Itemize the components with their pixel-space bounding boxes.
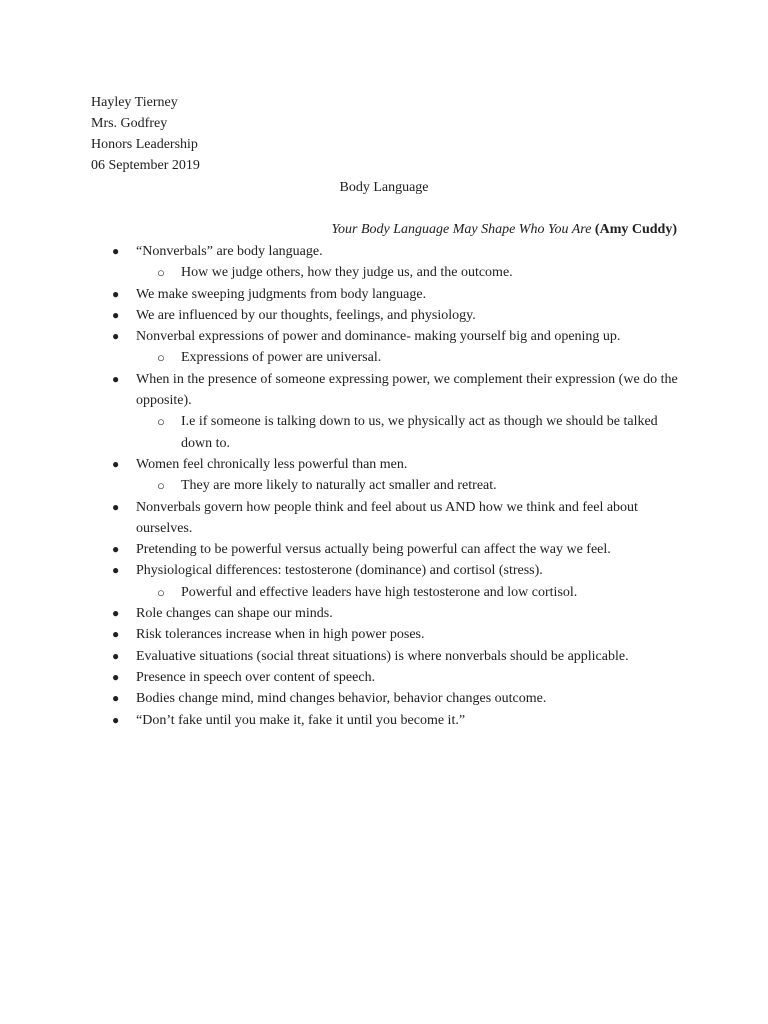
document-header <box>91 92 200 176</box>
list-item-text: Women feel chronically less powerful than men. <box>136 456 408 472</box>
notes-list <box>0 241 768 731</box>
bullet-icon: ● <box>112 691 120 706</box>
course-name: Honors Leadership <box>91 137 198 152</box>
list-item-text: Nonverbal expressions of power and dominance- making yourself big and opening up. <box>136 329 621 345</box>
hollow-bullet-icon: ○ <box>157 350 165 366</box>
list-item <box>0 497 680 540</box>
list-item-text: Risk tolerances increase when in high power poses. <box>136 627 425 643</box>
hollow-bullet-icon: ○ <box>157 265 165 281</box>
list-item <box>0 710 680 731</box>
page-title: Body Language <box>339 180 429 195</box>
bullet-icon: ● <box>112 648 120 663</box>
bullet-icon: ● <box>112 371 120 386</box>
list-item <box>0 688 680 709</box>
list-item-text: Evaluative situations (social threat situations) is where nonverbals should be applicable. <box>136 648 629 664</box>
list-item-text: “Nonverbals” are body language. <box>136 244 323 259</box>
sub-list-item <box>0 347 659 368</box>
list-item <box>0 624 680 645</box>
bullet-icon: ● <box>112 286 120 301</box>
list-item <box>0 241 680 262</box>
list-item-text: Role changes can shape our minds. <box>136 606 333 622</box>
bullet-icon: ● <box>112 627 120 642</box>
list-item <box>0 539 680 560</box>
list-item-text: Expressions of power are universal. <box>181 350 382 366</box>
list-item-text: Bodies change mind, mind changes behavior, behavior changes outcome. <box>136 691 547 707</box>
sub-list-item <box>0 582 659 603</box>
list-item <box>0 454 680 475</box>
list-item-text: We make sweeping judgments from body language. <box>136 286 427 302</box>
list-item-text: I.e if someone is talking down to us, we physically act as though we should be talked down to. <box>181 414 658 451</box>
bullet-icon: ● <box>112 456 120 471</box>
list-item <box>0 560 680 581</box>
list-item <box>0 284 680 305</box>
sub-list-item <box>0 411 659 454</box>
student-name: Hayley Tierney <box>91 95 178 110</box>
bullet-icon: ● <box>112 329 120 344</box>
list-item-text: Physiological differences: testosterone (dominance) and cortisol (stress). <box>136 563 543 579</box>
sub-list-item <box>0 475 659 496</box>
bullet-icon: ● <box>112 563 120 578</box>
talk-title: Your Body Language May Shape Who You Are <box>331 222 592 237</box>
bullet-icon: ● <box>112 669 120 684</box>
bullet-icon: ● <box>112 606 120 621</box>
teacher-name: Mrs. Godfrey <box>91 116 168 131</box>
list-item <box>0 326 680 347</box>
list-item-text: Pretending to be powerful versus actually being powerful can affect the way we feel. <box>136 542 611 558</box>
list-item-text: We are influenced by our thoughts, feelings, and physiology. <box>136 307 476 323</box>
hollow-bullet-icon: ○ <box>157 584 165 600</box>
bullet-icon: ● <box>112 712 120 727</box>
list-item-text: How we judge others, how they judge us, and the outcome. <box>181 265 513 281</box>
list-item <box>0 667 680 688</box>
bullet-icon: ● <box>112 307 120 322</box>
list-item-text: Nonverbals govern how people think and feel about us AND how we think and feel about ourselves. <box>136 499 638 536</box>
list-item <box>0 305 680 326</box>
list-item-text: When in the presence of someone expressing power, we complement their expression (we do the opposite). <box>136 371 678 409</box>
list-item <box>0 603 680 624</box>
list-item-text: Powerful and effective leaders have high testosterone and low cortisol. <box>181 584 578 600</box>
sub-list-item <box>0 262 659 283</box>
list-item-text: Presence in speech over content of speech. <box>136 669 376 685</box>
hollow-bullet-icon: ○ <box>157 478 165 494</box>
list-item <box>0 369 680 412</box>
list-item <box>0 646 680 667</box>
list-item-text: “Don’t fake until you make it, fake it until you become it.” <box>136 712 466 728</box>
bullet-icon: ● <box>112 542 120 557</box>
source-subtitle <box>332 219 678 240</box>
bullet-icon: ● <box>112 499 120 514</box>
document-date: 06 September 2019 <box>91 158 200 173</box>
list-item-text: They are more likely to naturally act smaller and retreat. <box>181 478 497 494</box>
hollow-bullet-icon: ○ <box>157 414 165 430</box>
talk-author: (Amy Cuddy) <box>594 222 677 237</box>
bullet-icon: ● <box>112 244 120 258</box>
